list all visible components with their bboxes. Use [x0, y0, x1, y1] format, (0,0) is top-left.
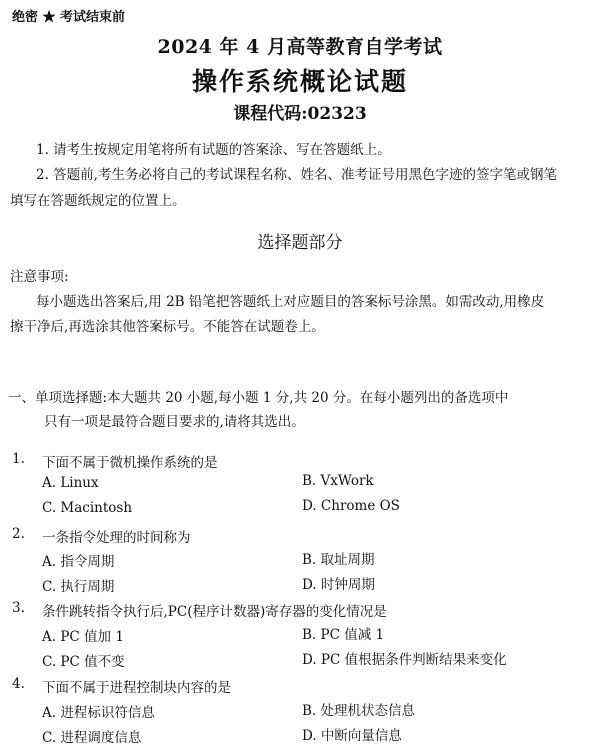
part1-heading-line2: 只有一项是最符合题目要求的,请将其选出。: [44, 414, 305, 430]
notes-line-1: 每小题选出答案后,用 2B 铅笔把答题纸上对应题目的答案标号涂黑。如需改动,用橡皮: [36, 294, 545, 310]
option-b: B. 取址周期: [302, 552, 375, 568]
question-text: 一条指令处理的时间称为: [42, 530, 191, 546]
question-number: 2.: [12, 526, 25, 542]
exam-title: 2024 年 4 月高等教育自学考试: [157, 36, 443, 58]
question-text: 条件跳转指令执行后,PC(程序计数器)寄存器的变化情况是: [42, 604, 387, 620]
option-c: C. Macintosh: [42, 500, 133, 516]
question-number: 3.: [12, 600, 25, 616]
option-a: A. PC 值加 1: [42, 629, 124, 645]
course-code: 课程代码:02323: [233, 104, 367, 124]
option-d: D. 中断向量信息: [302, 728, 402, 744]
option-b: B. 处理机状态信息: [302, 703, 416, 719]
question-number: 4.: [12, 676, 25, 692]
notes-heading: 注意事项:: [10, 269, 69, 285]
instruction-2-line2: 填写在答题纸规定的位置上。: [10, 193, 186, 209]
option-a: A. 指令周期: [42, 554, 115, 570]
instruction-2-line1: 2. 答题前,考生务必将自己的考试课程名称、姓名、准考证号用黑色字迹的签字笔或钢笔: [36, 167, 557, 183]
notes-line-2: 擦干净后,再选涂其他答案标号。不能答在试题卷上。: [10, 319, 325, 335]
part1-heading-line1: 一、单项选择题:本大题共 20 小题,每小题 1 分,共 20 分。在每小题列出的备选项中: [8, 390, 509, 406]
option-c: C. 进程调度信息: [42, 730, 142, 746]
question-number: 1.: [12, 451, 25, 467]
question-text: 下面不属于微机操作系统的是: [42, 455, 218, 471]
option-d: D. Chrome OS: [302, 498, 400, 514]
subject-title: 操作系统概论试题: [191, 67, 408, 96]
option-a: A. 进程标识符信息: [42, 705, 155, 721]
option-d: D. 时钟周期: [302, 577, 375, 593]
option-b: B. VxWork: [302, 473, 374, 489]
option-a: A. Linux: [42, 475, 99, 491]
option-c: C. PC 值不变: [42, 654, 125, 670]
option-d: D. PC 值根据条件判断结果来变化: [302, 652, 507, 668]
confidential-label: 绝密 ★ 考试结束前: [12, 10, 126, 25]
option-b: B. PC 值减 1: [302, 627, 385, 643]
section-title: 选择题部分: [257, 233, 343, 253]
option-c: C. 执行周期: [42, 579, 115, 595]
instruction-1: 1. 请考生按规定用笔将所有试题的答案涂、写在答题纸上。: [36, 142, 391, 158]
question-text: 下面不属于进程控制块内容的是: [42, 680, 231, 696]
